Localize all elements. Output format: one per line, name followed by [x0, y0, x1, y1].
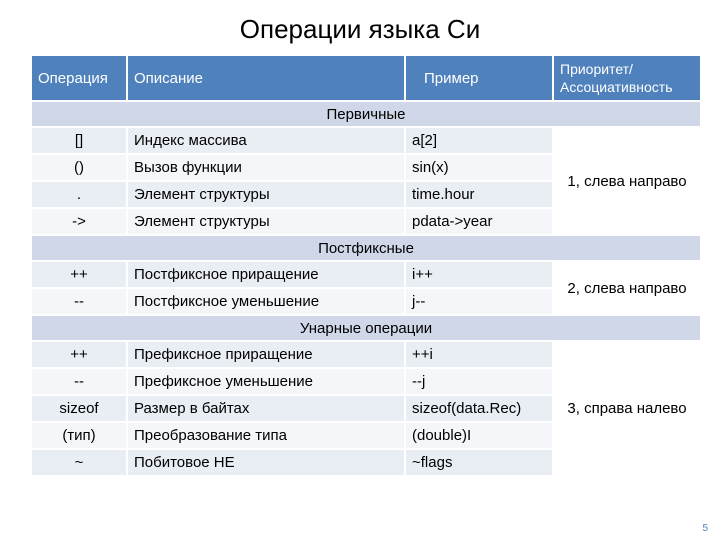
section-label: Постфиксные [31, 235, 701, 261]
example-cell: a[2] [405, 127, 553, 154]
section-row-unary [31, 315, 701, 341]
description-cell: Постфиксное приращение [127, 261, 405, 288]
operation-cell: ++ [31, 341, 127, 368]
operation-cell: . [31, 181, 127, 208]
section-label: Первичные [31, 101, 701, 127]
priority-cell: 1, слева направо [553, 127, 701, 235]
description-cell: Префиксное уменьшение [127, 368, 405, 395]
table-row [31, 261, 701, 288]
example-cell: (double)I [405, 422, 553, 449]
example-cell: --j [405, 368, 553, 395]
priority-cell: 2, слева направо [553, 261, 701, 315]
table-header-row [31, 55, 701, 101]
operation-cell: sizeof [31, 395, 127, 422]
table-row [31, 341, 701, 368]
example-cell: pdata->year [405, 208, 553, 235]
page-number: 5 [702, 523, 708, 534]
operation-cell: ++ [31, 261, 127, 288]
description-cell: Префиксное приращение [127, 341, 405, 368]
header-example: Пример [405, 55, 553, 101]
description-cell: Элемент структуры [127, 181, 405, 208]
example-cell: i++ [405, 261, 553, 288]
section-row-primary [31, 101, 701, 127]
example-cell: ~flags [405, 449, 553, 476]
description-cell: Элемент структуры [127, 208, 405, 235]
operation-cell: -> [31, 208, 127, 235]
example-cell: ++i [405, 341, 553, 368]
example-cell: time.hour [405, 181, 553, 208]
operation-cell: -- [31, 288, 127, 315]
section-label: Унарные операции [31, 315, 701, 341]
operation-cell: (тип) [31, 422, 127, 449]
description-cell: Индекс массива [127, 127, 405, 154]
operations-table [30, 54, 702, 477]
description-cell: Размер в байтах [127, 395, 405, 422]
priority-cell: 3, справа налево [553, 341, 701, 476]
example-cell: sin(x) [405, 154, 553, 181]
example-cell: sizeof(data.Rec) [405, 395, 553, 422]
header-description: Описание [127, 55, 405, 101]
operation-cell: [] [31, 127, 127, 154]
header-operation: Операция [31, 55, 127, 101]
operation-cell: ~ [31, 449, 127, 476]
page-title: Операции языка Си [239, 14, 481, 44]
description-cell: Постфиксное уменьшение [127, 288, 405, 315]
header-priority: Приоритет/ Ассоциативность [553, 55, 701, 101]
description-cell: Побитовое НЕ [127, 449, 405, 476]
example-cell: j-- [405, 288, 553, 315]
operation-cell: -- [31, 368, 127, 395]
operation-cell: () [31, 154, 127, 181]
description-cell: Вызов функции [127, 154, 405, 181]
table-row [31, 127, 701, 154]
section-row-postfix [31, 235, 701, 261]
description-cell: Преобразование типа [127, 422, 405, 449]
